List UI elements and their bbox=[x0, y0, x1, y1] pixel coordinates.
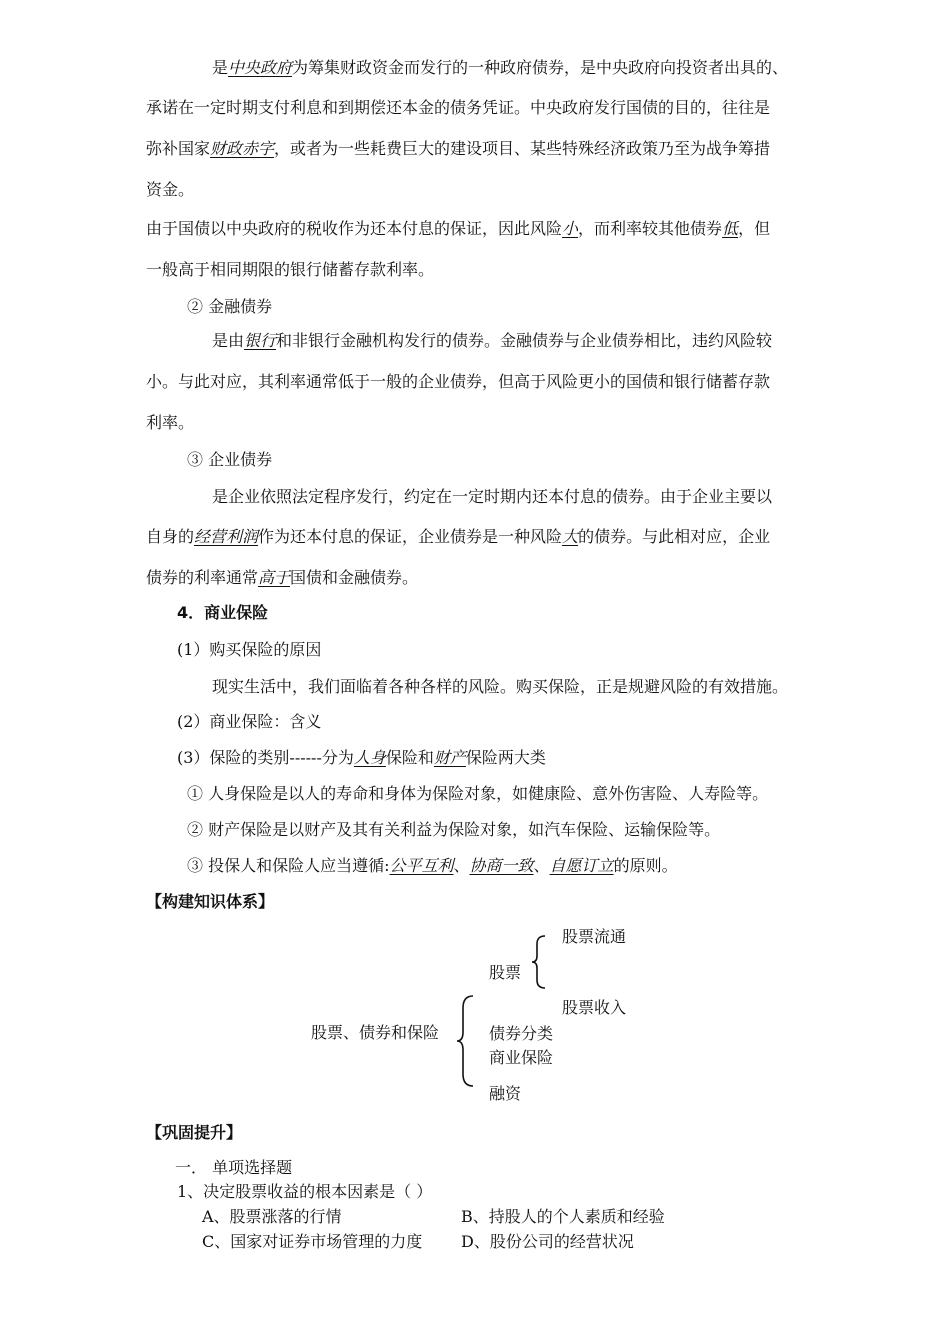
text: 和非银行金融机构发行的债券。金融债券与企业债券相比，违约风险较 bbox=[276, 331, 773, 350]
baoxian-s2: (2）商业保险：含义 bbox=[177, 712, 322, 731]
guozhai-line-6: 一般高于相同期限的银行储蓄存款利率。 bbox=[146, 260, 435, 279]
baoxian-s1-text: 现实生活中，我们面临着各种各样的风险。购买保险，正是规避风险的有效措施。 bbox=[212, 677, 789, 696]
fill-blank-answer: 财政赤字 bbox=[210, 139, 275, 158]
fill-blank-answer: 财产 bbox=[433, 748, 466, 767]
fill-blank-answer: 小 bbox=[562, 219, 579, 238]
gupiao-brace bbox=[530, 934, 548, 990]
tixi-shouru: 股票收入 bbox=[562, 998, 627, 1017]
text: 的债券。与此相对应，企业 bbox=[578, 527, 771, 546]
text: 由于国债以中央政府的税收作为还本付息的保证，因此风险 bbox=[146, 219, 563, 238]
option-a: A、股票涨落的行情 bbox=[202, 1207, 342, 1226]
jinrong-line-3: 利率。 bbox=[146, 413, 195, 432]
qiye-line-2 bbox=[146, 527, 770, 547]
qiye-line-3 bbox=[146, 568, 418, 588]
tixi-shangye: 商业保险 bbox=[489, 1048, 554, 1067]
jinrong-line-1 bbox=[212, 331, 772, 351]
text: 弥补国家 bbox=[146, 139, 211, 158]
baoxian-s1: (1）购买保险的原因 bbox=[177, 640, 322, 659]
option-c: C、国家对证券市场管理的力度 bbox=[202, 1232, 423, 1251]
baoxian-s3 bbox=[177, 748, 546, 768]
fill-blank-answer: 公平互利 bbox=[389, 856, 454, 875]
tixi-heading: 【构建知识体系】 bbox=[146, 892, 275, 911]
text: 自身的 bbox=[146, 527, 195, 546]
text: 的原则。 bbox=[613, 856, 678, 875]
text: ，或者为一些耗费巨大的建设项目、某些特殊经济政策乃至为战争筹措 bbox=[274, 139, 771, 158]
text: (3）保险的类别------分为 bbox=[177, 748, 354, 767]
fill-blank-answer: 低 bbox=[722, 219, 739, 238]
root-brace bbox=[455, 994, 477, 1088]
tixi-rongzi: 融资 bbox=[489, 1084, 522, 1103]
text: 为筹集财政资金而发行的一种政府债券，是中央政府向投资者出具的、 bbox=[292, 58, 789, 77]
gonggu-heading: 【巩固提升】 bbox=[146, 1123, 243, 1142]
text: 债券的利率通常 bbox=[146, 568, 259, 587]
fill-blank-answer: 大 bbox=[562, 527, 579, 546]
text: ，但 bbox=[738, 219, 771, 238]
guozhai-line-3 bbox=[146, 139, 770, 159]
jinrong-heading: ② 金融债券 bbox=[187, 297, 273, 316]
jinrong-line-2: 小。与此对应，其利率通常低于一般的企业债券，但高于风险更小的国债和银行储蓄存款 bbox=[146, 372, 771, 391]
baoxian-item-1: ① 人身保险是以人的寿命和身体为保险对象，如健康险、意外伤害险、人寿险等。 bbox=[187, 784, 769, 803]
tixi-root: 股票、债券和保险 bbox=[311, 1023, 440, 1042]
fill-blank-answer: 人身 bbox=[353, 748, 386, 767]
gonggu-section: 一． 单项选择题 bbox=[175, 1158, 293, 1177]
text: 是由 bbox=[212, 331, 245, 350]
baoxian-item-2: ② 财产保险是以财产及其有关利益为保险对象，如汽车保险、运输保险等。 bbox=[187, 820, 721, 839]
text: 作为还本付息的保证，企业债券是一种风险 bbox=[258, 527, 563, 546]
text: ，而利率较其他债券 bbox=[578, 219, 723, 238]
baoxian-item-3 bbox=[187, 856, 678, 876]
text: 国债和金融债券。 bbox=[290, 568, 419, 587]
fill-blank-answer: 银行 bbox=[244, 331, 277, 350]
tixi-gupiao: 股票 bbox=[489, 963, 522, 982]
qiye-heading: ③ 企业债券 bbox=[187, 450, 273, 469]
text: 保险和 bbox=[385, 748, 434, 767]
fill-blank-answer: 经营利润 bbox=[194, 527, 259, 546]
option-d: D、股份公司的经营状况 bbox=[461, 1232, 634, 1251]
qiye-line-1: 是企业依照法定程序发行，约定在一定时期内还本付息的债券。由于企业主要以 bbox=[212, 487, 773, 506]
baoxian-heading: 4．商业保险 bbox=[177, 603, 269, 622]
guozhai-line-2: 承诺在一定时期支付利息和到期偿还本金的债务凭证。中央政府发行国债的目的，往往是 bbox=[146, 98, 771, 117]
guozhai-line-4: 资金。 bbox=[146, 180, 195, 199]
fill-blank-answer: 协商一致 bbox=[469, 856, 534, 875]
fill-blank-answer: 中央政府 bbox=[228, 58, 293, 77]
guozhai-line-1 bbox=[212, 58, 788, 78]
text: 是 bbox=[212, 58, 229, 77]
tixi-fenlei: 债券分类 bbox=[489, 1024, 554, 1043]
fill-blank-answer: 高于 bbox=[258, 568, 291, 587]
text: 保险两大类 bbox=[465, 748, 546, 767]
text: 、 bbox=[453, 856, 470, 875]
text: ③ 投保人和保险人应当遵循: bbox=[187, 856, 390, 875]
guozhai-line-5 bbox=[146, 219, 770, 239]
text: 、 bbox=[533, 856, 550, 875]
question-1: 1、决定股票收益的根本因素是（ ） bbox=[177, 1182, 433, 1201]
tixi-liutong: 股票流通 bbox=[562, 927, 627, 946]
option-b: B、持股人的个人素质和经验 bbox=[461, 1207, 665, 1226]
fill-blank-answer: 自愿订立 bbox=[549, 856, 614, 875]
